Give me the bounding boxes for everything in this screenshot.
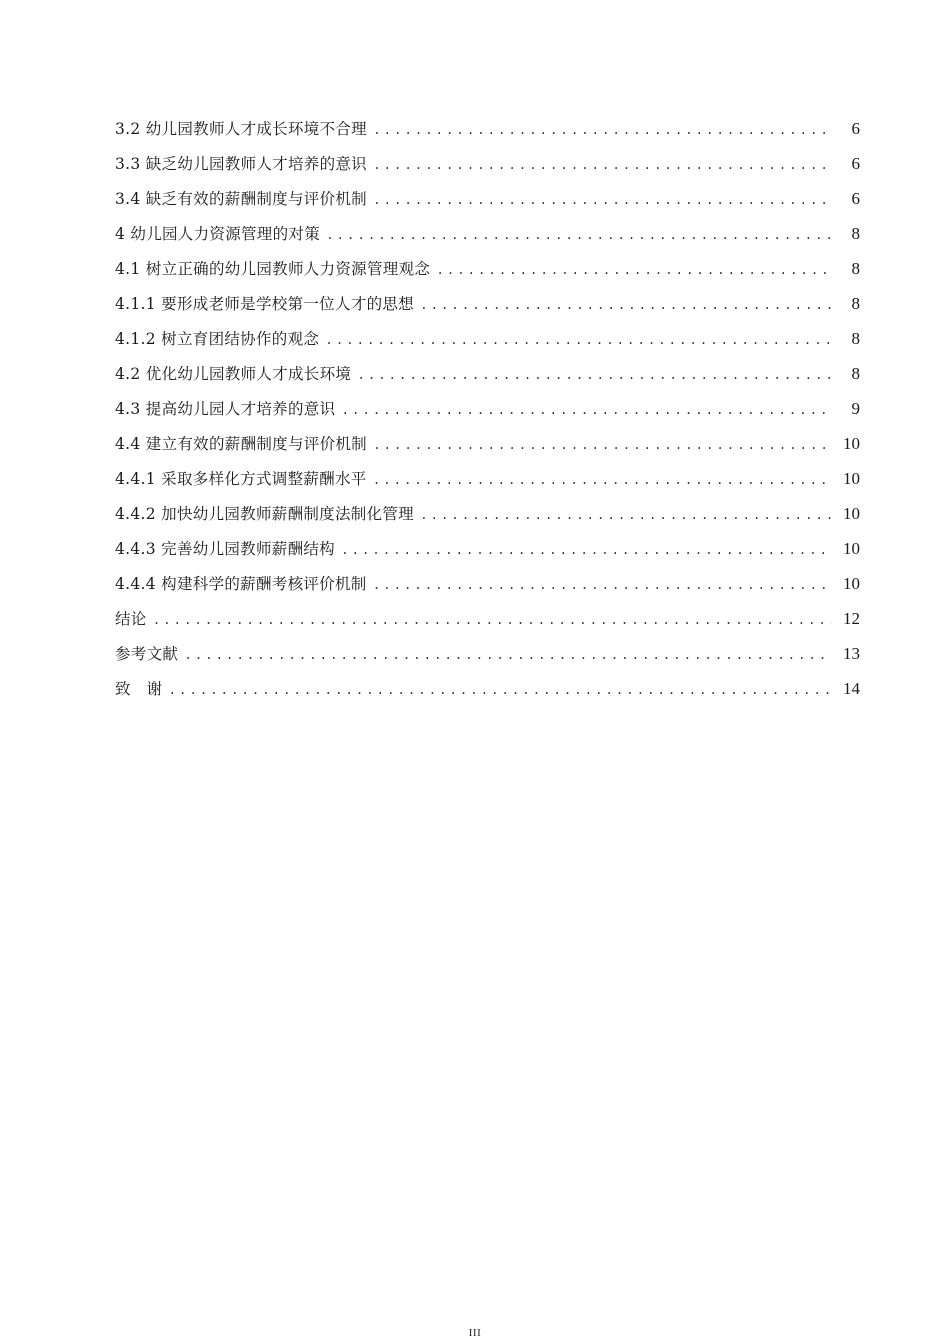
toc-dot-leader xyxy=(373,189,832,213)
toc-entry-4[interactable] xyxy=(115,222,860,257)
toc-entry-page: 10 xyxy=(843,574,860,593)
toc-dot-leader xyxy=(357,364,832,388)
toc-entry-title: 4.2 优化幼儿园教师人才成长环境 xyxy=(115,365,352,383)
toc-entry-title: 4 幼儿园人力资源管理的对策 xyxy=(115,225,320,243)
page-number: III xyxy=(468,1327,482,1339)
toc-entry-3-4[interactable] xyxy=(115,187,860,222)
toc-entry-page: 6 xyxy=(851,154,860,173)
toc-entry-page: 14 xyxy=(843,679,860,698)
toc-entry-title: 4.4.3 完善幼儿园教师薪酬结构 xyxy=(115,540,335,558)
toc-entry-page: 8 xyxy=(851,364,860,383)
toc-entry-4-4[interactable] xyxy=(115,432,860,467)
toc-dot-leader xyxy=(326,224,832,248)
toc-dot-leader xyxy=(420,504,832,528)
toc-entry-conclusion[interactable] xyxy=(115,607,860,642)
toc-entry-page: 9 xyxy=(851,399,860,418)
toc-dot-leader xyxy=(325,329,832,353)
toc-entry-4-1-2[interactable] xyxy=(115,327,860,362)
toc-entry-page: 8 xyxy=(851,294,860,313)
toc-entry-title: 结论 xyxy=(115,610,147,628)
toc-entry-page: 10 xyxy=(843,434,860,453)
toc-entry-title: 4.4.2 加快幼儿园教师薪酬制度法制化管理 xyxy=(115,505,414,523)
toc-entry-title: 4.4.4 构建科学的薪酬考核评价机制 xyxy=(115,575,367,593)
toc-entry-3-2[interactable] xyxy=(115,117,860,152)
toc-dot-leader xyxy=(373,434,832,458)
toc-entry-title: 4.1.2 树立育团结协作的观念 xyxy=(115,330,320,348)
toc-dot-leader xyxy=(153,609,832,633)
toc-dot-leader xyxy=(373,574,832,598)
toc-entry-title: 4.1.1 要形成老师是学校第一位人才的思想 xyxy=(115,295,414,313)
toc-entry-references[interactable] xyxy=(115,642,860,677)
toc-entry-title: 3.2 幼儿园教师人才成长环境不合理 xyxy=(115,120,367,138)
toc-entry-title: 4.1 树立正确的幼儿园教师人力资源管理观念 xyxy=(115,260,431,278)
toc-dot-leader xyxy=(184,644,832,668)
toc-entry-3-3[interactable] xyxy=(115,152,860,187)
toc-dot-leader xyxy=(420,294,832,318)
toc-entry-4-4-2[interactable] xyxy=(115,502,860,537)
toc-entry-page: 12 xyxy=(843,609,860,628)
toc-entry-page: 10 xyxy=(843,504,860,523)
toc-dot-leader xyxy=(168,679,832,703)
toc-entry-page: 13 xyxy=(843,644,860,663)
toc-entry-title: 参考文献 xyxy=(115,645,179,663)
toc-entry-page: 8 xyxy=(851,224,860,243)
toc-entry-4-4-4[interactable] xyxy=(115,572,860,607)
toc-dot-leader xyxy=(436,259,832,283)
toc-dot-leader xyxy=(373,154,832,178)
toc-entry-title: 致 谢 xyxy=(115,680,163,698)
toc-entry-title: 4.4 建立有效的薪酬制度与评价机制 xyxy=(115,435,367,453)
toc-entry-title: 3.4 缺乏有效的薪酬制度与评价机制 xyxy=(115,190,367,208)
toc-entry-4-3[interactable] xyxy=(115,397,860,432)
toc-entry-page: 8 xyxy=(851,329,860,348)
toc-entry-acknowledgements[interactable] xyxy=(115,677,860,712)
table-of-contents xyxy=(115,117,860,712)
toc-entry-4-2[interactable] xyxy=(115,362,860,397)
toc-entry-title: 4.3 提高幼儿园人才培养的意识 xyxy=(115,400,336,418)
toc-entry-page: 10 xyxy=(843,539,860,558)
toc-dot-leader xyxy=(341,539,832,563)
toc-entry-4-4-3[interactable] xyxy=(115,537,860,572)
toc-dot-leader xyxy=(341,399,832,423)
toc-entry-page: 6 xyxy=(851,189,860,208)
toc-entry-page: 6 xyxy=(851,119,860,138)
toc-entry-page: 10 xyxy=(843,469,860,488)
toc-entry-page: 8 xyxy=(851,259,860,278)
toc-entry-title: 4.4.1 采取多样化方式调整薪酬水平 xyxy=(115,470,367,488)
toc-dot-leader xyxy=(373,469,832,493)
toc-entry-title: 3.3 缺乏幼儿园教师人才培养的意识 xyxy=(115,155,367,173)
toc-dot-leader xyxy=(373,119,832,143)
toc-entry-4-4-1[interactable] xyxy=(115,467,860,502)
toc-entry-4-1-1[interactable] xyxy=(115,292,860,327)
toc-entry-4-1[interactable] xyxy=(115,257,860,292)
